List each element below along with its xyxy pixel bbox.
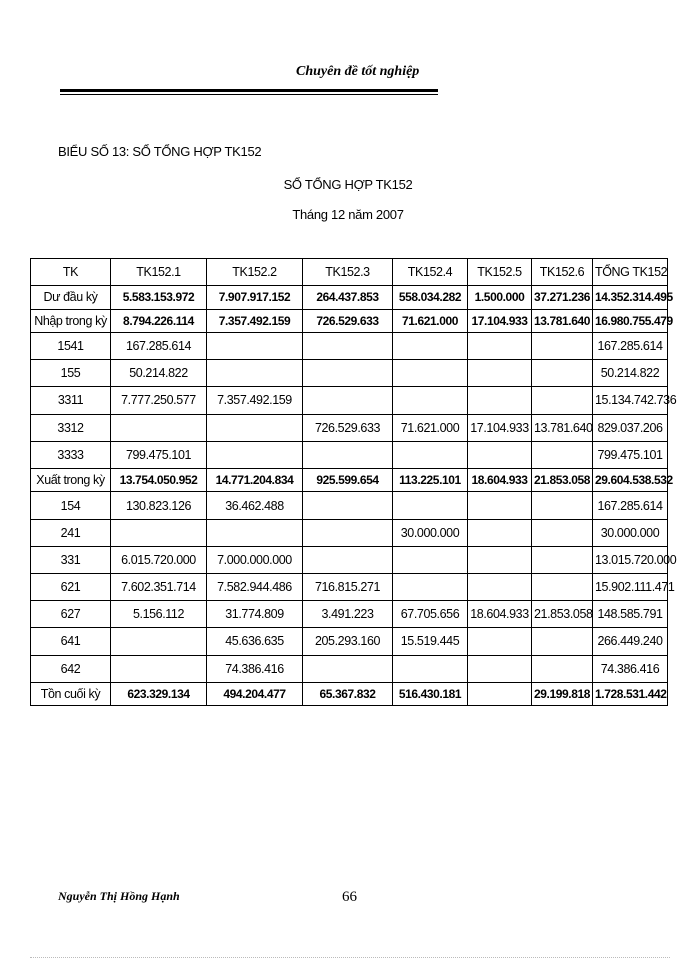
table-row — [31, 414, 668, 441]
table-cell — [468, 333, 532, 360]
table-cell — [393, 655, 468, 682]
row-label-cell: Nhập trong kỳ — [31, 309, 111, 333]
table-cell: 17.104.933 — [468, 414, 532, 441]
row-label-cell: Xuất trong kỳ — [31, 468, 111, 492]
table-row — [31, 574, 668, 601]
table-cell: 13.015.720.000 — [593, 546, 668, 573]
table-cell — [393, 441, 468, 468]
column-header: TK152.5 — [468, 259, 532, 286]
table-cell: 37.271.236 — [532, 286, 593, 310]
table-row — [31, 441, 668, 468]
table-cell: 7.357.492.159 — [207, 387, 303, 414]
table-cell — [111, 519, 207, 546]
table-cell — [111, 655, 207, 682]
table-cell — [207, 441, 303, 468]
table-cell: 14.771.204.834 — [207, 468, 303, 492]
table-cell: 21.853.058 — [532, 601, 593, 628]
table-cell — [393, 546, 468, 573]
table-row — [31, 628, 668, 655]
table-cell: 113.225.101 — [393, 468, 468, 492]
table-cell — [111, 628, 207, 655]
column-header: TK152.4 — [393, 259, 468, 286]
table-cell: 205.293.160 — [303, 628, 393, 655]
row-label-cell: 621 — [31, 574, 111, 601]
table-cell — [532, 387, 593, 414]
table-cell — [468, 441, 532, 468]
table-cell: 3.491.223 — [303, 601, 393, 628]
table-cell — [468, 682, 532, 706]
row-label-cell: 3333 — [31, 441, 111, 468]
table-cell: 7.907.917.152 — [207, 286, 303, 310]
table-cell: 716.815.271 — [303, 574, 393, 601]
table-header-row — [31, 259, 668, 286]
table-cell — [393, 333, 468, 360]
table-cell — [532, 441, 593, 468]
ledger-table — [30, 258, 677, 706]
table-row — [31, 682, 668, 706]
table-cell: 17.104.933 — [468, 309, 532, 333]
table-cell: 558.034.282 — [393, 286, 468, 310]
table-cell — [303, 441, 393, 468]
table-cell: 8.794.226.114 — [111, 309, 207, 333]
table-cell: 67.705.656 — [393, 601, 468, 628]
row-label-cell: Dư đầu kỳ — [31, 286, 111, 310]
row-label-cell: 642 — [31, 655, 111, 682]
table-cell — [111, 414, 207, 441]
row-label-cell: 3311 — [31, 387, 111, 414]
table-cell: 29.604.538.532 — [593, 468, 668, 492]
table-title: SỔ TỔNG HỢP TK152 — [283, 177, 413, 192]
table-cell — [468, 628, 532, 655]
table-cell: 13.754.050.952 — [111, 468, 207, 492]
table-cell — [532, 492, 593, 519]
table-cell: 18.604.933 — [468, 601, 532, 628]
table-cell: 7.777.250.577 — [111, 387, 207, 414]
table-cell: 16.980.755.479 — [593, 309, 668, 333]
table-cell — [303, 387, 393, 414]
column-header: TK152.2 — [207, 259, 303, 286]
page-number: 66 — [342, 889, 357, 905]
table-cell — [468, 492, 532, 519]
footer-author: Nguyễn Thị Hồng Hạnh — [58, 889, 180, 903]
table-cell: 74.386.416 — [593, 655, 668, 682]
row-label-cell: 627 — [31, 601, 111, 628]
table-cell — [532, 360, 593, 387]
table-cell — [532, 628, 593, 655]
header-rule — [60, 89, 438, 92]
table-cell — [303, 333, 393, 360]
table-row — [31, 655, 668, 682]
row-label-cell: 3312 — [31, 414, 111, 441]
table-cell: 516.430.181 — [393, 682, 468, 706]
row-label-cell: Tồn cuối kỳ — [31, 682, 111, 706]
table-cell: 7.000.000.000 — [207, 546, 303, 573]
table-cell — [393, 387, 468, 414]
table-row — [31, 601, 668, 628]
table-cell: 21.853.058 — [532, 468, 593, 492]
table-cell — [207, 333, 303, 360]
table-cell — [207, 414, 303, 441]
table-cell: 13.781.640 — [532, 414, 593, 441]
table-cell: 29.199.818 — [532, 682, 593, 706]
table-cell: 15.519.445 — [393, 628, 468, 655]
table-cell — [393, 574, 468, 601]
table-cell: 71.621.000 — [393, 414, 468, 441]
table-cell: 45.636.635 — [207, 628, 303, 655]
table-cell — [303, 655, 393, 682]
table-cell: 30.000.000 — [593, 519, 668, 546]
table-cell: 167.285.614 — [111, 333, 207, 360]
table-cell: 18.604.933 — [468, 468, 532, 492]
table-cell — [532, 333, 593, 360]
table-cell: 7.602.351.714 — [111, 574, 207, 601]
table-cell: 14.352.314.495 — [593, 286, 668, 310]
table-cell — [532, 519, 593, 546]
table-cell: 65.367.832 — [303, 682, 393, 706]
table-row — [31, 333, 668, 360]
table-cell: 36.462.488 — [207, 492, 303, 519]
table-cell: 726.529.633 — [303, 309, 393, 333]
page-bottom-rule — [30, 957, 670, 958]
table-cell: 74.386.416 — [207, 655, 303, 682]
table-cell: 799.475.101 — [111, 441, 207, 468]
table-cell: 31.774.809 — [207, 601, 303, 628]
table-cell: 130.823.126 — [111, 492, 207, 519]
table-cell: 15.134.742.736 — [593, 387, 668, 414]
table-cell: 167.285.614 — [593, 492, 668, 519]
table-cell: 30.000.000 — [393, 519, 468, 546]
row-label-cell: 241 — [31, 519, 111, 546]
table-cell: 799.475.101 — [593, 441, 668, 468]
table-cell — [532, 574, 593, 601]
column-header: TỔNG TK152 — [593, 259, 668, 286]
table-row — [31, 546, 668, 573]
column-header: TK152.1 — [111, 259, 207, 286]
table-cell — [303, 492, 393, 519]
table-row — [31, 519, 668, 546]
row-label-cell: 641 — [31, 628, 111, 655]
table-cell: 264.437.853 — [303, 286, 393, 310]
table-cell: 829.037.206 — [593, 414, 668, 441]
table-caption: BIỂU SỐ 13: SỔ TỔNG HỢP TK152 — [58, 144, 262, 159]
table-cell: 925.599.654 — [303, 468, 393, 492]
table-cell: 1.728.531.442 — [593, 682, 668, 706]
table-cell — [532, 546, 593, 573]
table-cell: 50.214.822 — [111, 360, 207, 387]
table-cell — [207, 519, 303, 546]
table-cell — [532, 655, 593, 682]
table-cell — [468, 519, 532, 546]
table-cell: 167.285.614 — [593, 333, 668, 360]
row-label-cell: 1541 — [31, 333, 111, 360]
table-cell: 13.781.640 — [532, 309, 593, 333]
table-cell: 266.449.240 — [593, 628, 668, 655]
table-cell — [468, 360, 532, 387]
table-cell: 1.500.000 — [468, 286, 532, 310]
table-cell: 6.015.720.000 — [111, 546, 207, 573]
header-rule-thin — [60, 94, 438, 95]
table-row — [31, 468, 668, 492]
table-cell: 5.156.112 — [111, 601, 207, 628]
row-label-cell: 154 — [31, 492, 111, 519]
column-header: TK — [31, 259, 111, 286]
table-row — [31, 286, 668, 310]
table-cell: 623.329.134 — [111, 682, 207, 706]
table-cell — [303, 519, 393, 546]
table-cell: 15.902.111.471 — [593, 574, 668, 601]
table-cell — [393, 360, 468, 387]
table-cell: 50.214.822 — [593, 360, 668, 387]
table-cell: 5.583.153.972 — [111, 286, 207, 310]
table-cell: 7.582.944.486 — [207, 574, 303, 601]
table-cell: 148.585.791 — [593, 601, 668, 628]
table-cell — [468, 574, 532, 601]
table-cell: 726.529.633 — [303, 414, 393, 441]
table-cell — [303, 546, 393, 573]
table-row — [31, 360, 668, 387]
table-cell — [207, 360, 303, 387]
table-period: Tháng 12 năm 2007 — [292, 207, 404, 222]
column-header: TK152.3 — [303, 259, 393, 286]
table-cell — [303, 360, 393, 387]
table-row — [31, 309, 668, 333]
table-cell — [468, 546, 532, 573]
table-cell: 71.621.000 — [393, 309, 468, 333]
table-cell — [468, 387, 532, 414]
column-header: TK152.6 — [532, 259, 593, 286]
table-row — [31, 492, 668, 519]
table-cell: 494.204.477 — [207, 682, 303, 706]
table-cell: 7.357.492.159 — [207, 309, 303, 333]
table-cell — [393, 492, 468, 519]
table-cell — [468, 655, 532, 682]
row-label-cell: 331 — [31, 546, 111, 573]
row-label-cell: 155 — [31, 360, 111, 387]
document-header-title: Chuyên đề tốt nghiệp — [296, 64, 420, 79]
table-row — [31, 387, 668, 414]
